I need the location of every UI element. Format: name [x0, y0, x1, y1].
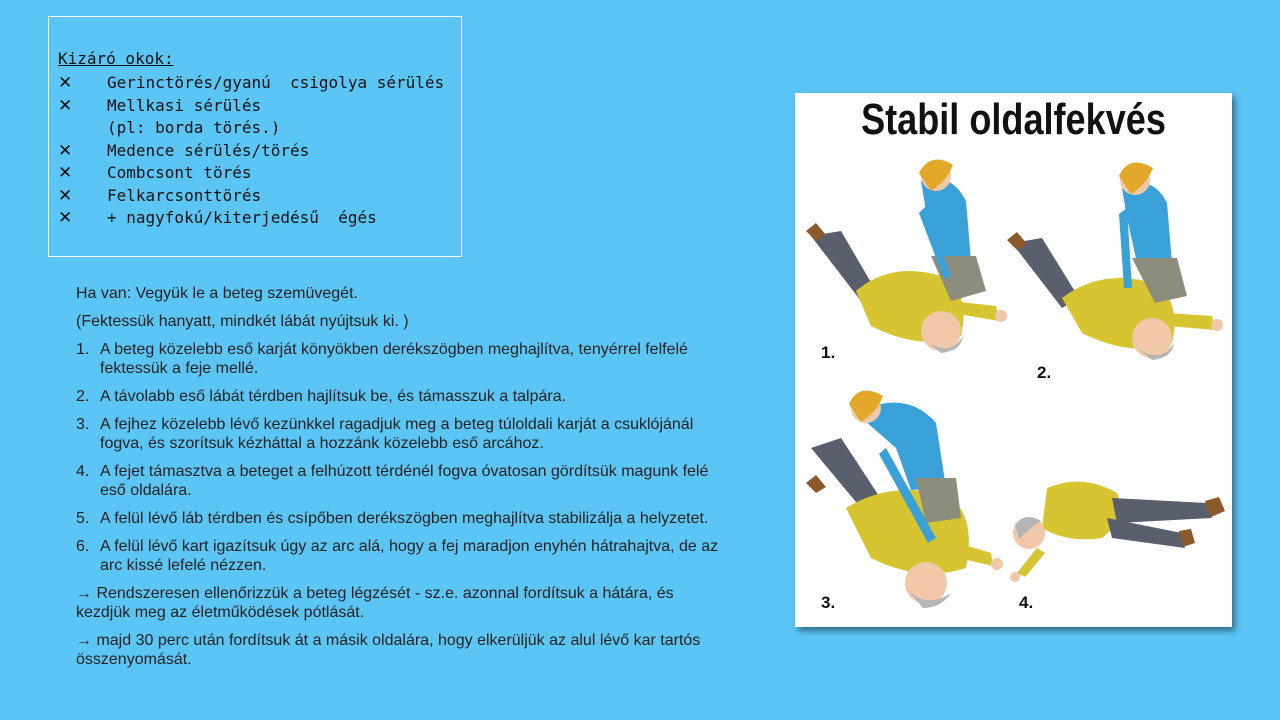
step-item: 1. A beteg közelebb eső karját könyökben derékszögben meghajlítva, tenyérrel felfelé fektessük a feje mellé.	[76, 341, 688, 377]
cross-icon: ✕	[58, 208, 73, 228]
instructions	[76, 284, 726, 678]
cross-icon: ✕	[58, 140, 73, 161]
step-item: 4. A fejet támasztva a beteget a felhúzott térdénél fogva óvatosan gördítsük magunk felé eső oldalára.	[76, 463, 709, 499]
panel-step-4	[1007, 473, 1232, 613]
step-label-2: 2.	[1037, 363, 1052, 382]
cross-icon: ✕	[58, 185, 73, 206]
intro-line: Ha van: Vegyük le a beteg szemüvegét.	[76, 285, 358, 302]
step-item: 3. A fejhez közelebb lévő kezünkkel ragadjuk meg a beteg túloldali karját a csuklójánál fogva, és szorítsuk kézháttal a hozzánk közelebb eső arcához.	[76, 416, 694, 452]
step-item: 2. A távolabb eső lábát térdben hajlítsuk be, és támasszuk a talpára.	[76, 388, 567, 405]
step-list	[76, 340, 726, 575]
step-label-1: 1.	[821, 343, 836, 362]
panel-step-2	[1007, 148, 1227, 373]
panel-step-3	[801, 378, 1016, 613]
step-item: 5. A felül lévő láb térdben és csípőben derékszögben meghajlítva stabilizálja a helyzetet.	[76, 510, 709, 527]
cross-icon: ✕	[58, 163, 73, 183]
figure-title: Stabil oldalfekvés	[861, 95, 1166, 144]
recovery-position-illustration	[795, 93, 1232, 627]
cross-icon: ✕	[58, 95, 73, 116]
panel-step-1	[801, 151, 1011, 371]
exclusion-title: Kizáró okok:	[58, 49, 174, 68]
intro-line: (Fektessük hanyatt, mindkét lábát nyújtsuk ki. )	[76, 313, 409, 330]
step-item: 6. A felül lévő kart igazítsuk úgy az arc alá, hogy a fej maradjon enyhén hátrahajtva, de az arc kissé lefelé nézzen.	[76, 538, 719, 574]
notes	[76, 584, 726, 669]
step-label-3: 3.	[821, 593, 836, 612]
cross-icon: ✕	[58, 73, 73, 93]
note-line: → majd 30 perc után fordítsuk át a másik oldalára, hogy elkerüljük az alul lévő kar tartós összenyomását.	[76, 632, 701, 668]
step-label-4: 4.	[1019, 593, 1034, 612]
exclusion-box: Kizáró okok: ✕ Gerinctörés/gyanú csigolya sérülés ✕ Mellkasi sérülés (pl: borda törés.) ✕ Medence sérülés/törés ✕ Combcsont törés ✕ Felkarcsonttörés ✕ + nagyfokú/kiterjedésű égés	[48, 16, 462, 257]
note-line: → Rendszeresen ellenőrizzük a beteg légzését - sz.e. azonnal fordítsuk a hátára, és kezdjük meg az életműködések pótlását.	[76, 585, 674, 621]
